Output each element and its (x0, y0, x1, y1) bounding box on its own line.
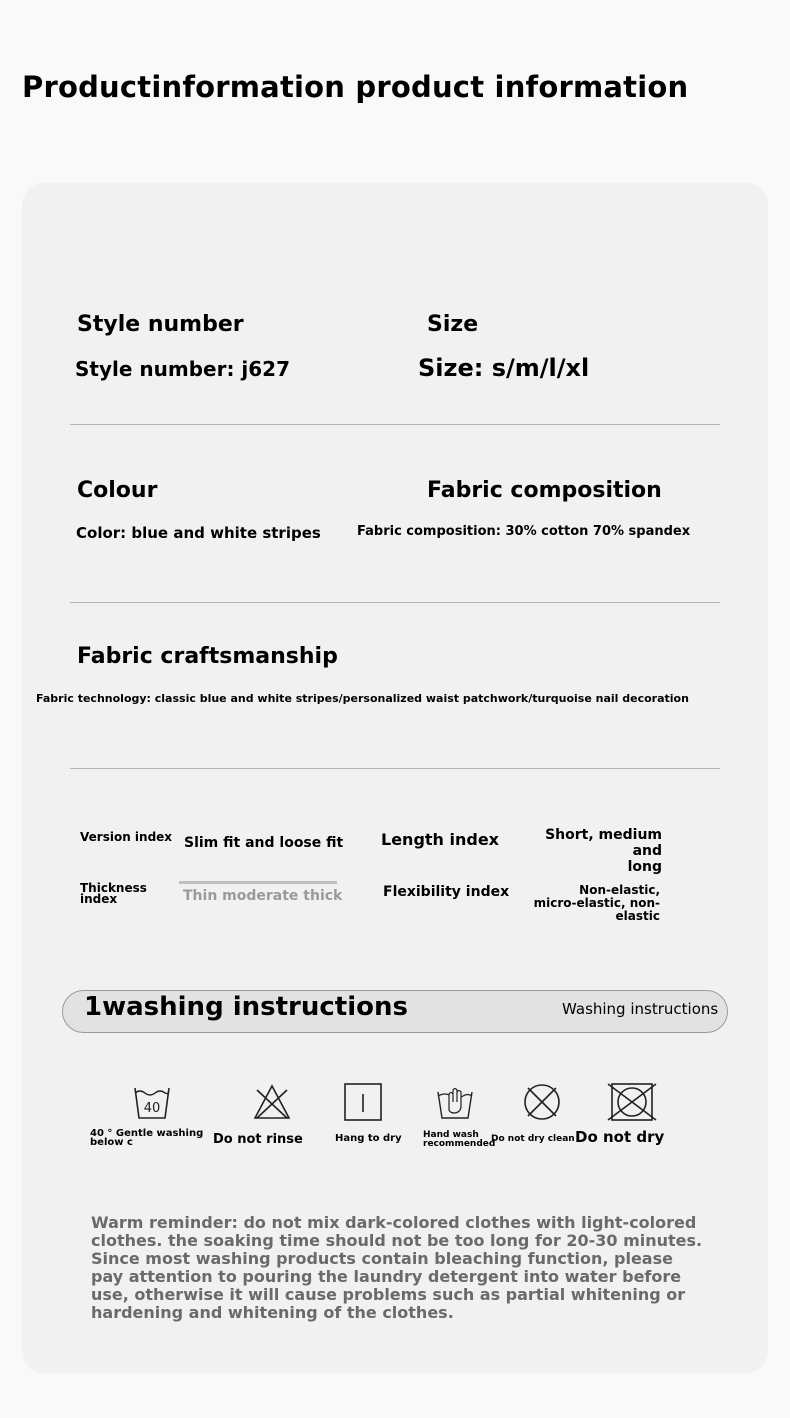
length-index-value-line: Short, medium and (545, 827, 662, 859)
washing-header-title: 1washing instructions (84, 992, 408, 1022)
fabric-craftsmanship-value: Fabric technology: classic blue and white stripes/personalized waist patchwork/turquoise nail decoration (36, 692, 689, 705)
colour-value: Color: blue and white stripes (76, 524, 321, 542)
thickness-index-label (80, 883, 147, 905)
length-index-value-line: long (627, 859, 662, 875)
version-index-value: Slim fit and loose fit (184, 835, 344, 851)
hang-dry-icon (343, 1082, 383, 1122)
wash-40-caption-line: 40 ° Gentle washing (90, 1128, 204, 1139)
page-title: Productinformation product information (22, 70, 689, 104)
washing-header-subtitle: Washing instructions (562, 1000, 719, 1018)
thickness-index-label-line: index (80, 892, 118, 906)
wash-40-caption (90, 1129, 203, 1147)
wash-temp-text: 40 (143, 1101, 161, 1116)
wash-40-icon (132, 1084, 172, 1124)
hand-wash-caption-line: Hand wash (423, 1130, 479, 1140)
thickness-scale-bar (179, 881, 337, 884)
no-dry-clean-caption: Do not dry clean (491, 1134, 575, 1144)
divider (70, 424, 720, 425)
flexibility-index-value (510, 884, 660, 923)
hang-dry-caption: Hang to dry (335, 1133, 402, 1144)
no-dry-caption: Do not dry (575, 1128, 665, 1146)
size-heading: Size (427, 312, 479, 337)
no-tumble-dry-icon (606, 1082, 658, 1122)
divider (70, 768, 720, 769)
fabric-craftsmanship-heading: Fabric craftsmanship (77, 644, 338, 669)
warm-reminder-text: Warm reminder: do not mix dark-colored clothes with light-colored clothes. the soaking time should not be too long for 20-30 minutes. Since most washing products contain bleaching function, please pay attention to pouring the laundry detergent into water before use, otherwise it will cause problems such as partial whitening or hardening and whitening of the clothes. (91, 1213, 703, 1322)
fabric-composition-value: Fabric composition: 30% cotton 70% spandex (357, 524, 691, 539)
flexibility-index-label: Flexibility index (383, 884, 510, 900)
no-dry-clean-icon (522, 1082, 562, 1122)
length-index-value (512, 827, 662, 875)
size-value: Size: s/m/l/xl (418, 354, 590, 382)
divider (70, 602, 720, 603)
fabric-composition-heading: Fabric composition (427, 478, 662, 503)
hand-wash-icon (435, 1084, 475, 1124)
hand-wash-caption-line: recommended (423, 1139, 496, 1149)
wash-40-caption-line: below c (90, 1137, 133, 1148)
no-rinse-icon (252, 1082, 292, 1122)
flexibility-index-value-line: Non-elastic, (579, 883, 660, 897)
thickness-index-value: Thin moderate thick (183, 888, 343, 904)
flexibility-index-value-line: micro-elastic, non-elastic (533, 896, 660, 923)
thickness-index-label-line: Thickness (80, 881, 147, 895)
colour-heading: Colour (77, 478, 158, 503)
length-index-label: Length index (381, 830, 499, 849)
version-index-label: Version index (80, 830, 173, 844)
style-number-value: Style number: j627 (75, 357, 291, 381)
no-rinse-caption: Do not rinse (213, 1132, 303, 1147)
style-number-heading: Style number (77, 312, 244, 337)
hand-wash-caption (423, 1131, 495, 1149)
